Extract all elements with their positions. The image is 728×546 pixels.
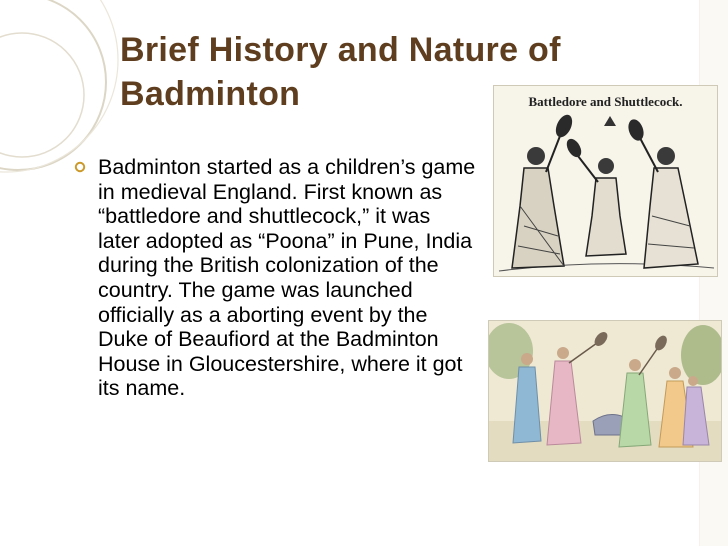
badminton-painting-image [488, 320, 722, 462]
engraving-figures [494, 86, 718, 277]
image-caption: Battledore and Shuttlecock. [528, 94, 683, 109]
hollow-circle-bullet-icon [74, 161, 86, 173]
slide-title: Brief History and Nature of Badminton [120, 31, 561, 113]
battledore-engraving-image [493, 85, 718, 277]
painting-scene [489, 321, 722, 462]
bullet-text: Badminton started as a children’s game in medieval England. First known as “battledore and shuttlecock,” it was later adopted as “Poona” in Pune, India during the British colonization of the country. The game was launched officially as a aborting event by the Duke of Beaufiord at the Badminton House in Gloucestershire, where it got its name. [98, 155, 476, 401]
